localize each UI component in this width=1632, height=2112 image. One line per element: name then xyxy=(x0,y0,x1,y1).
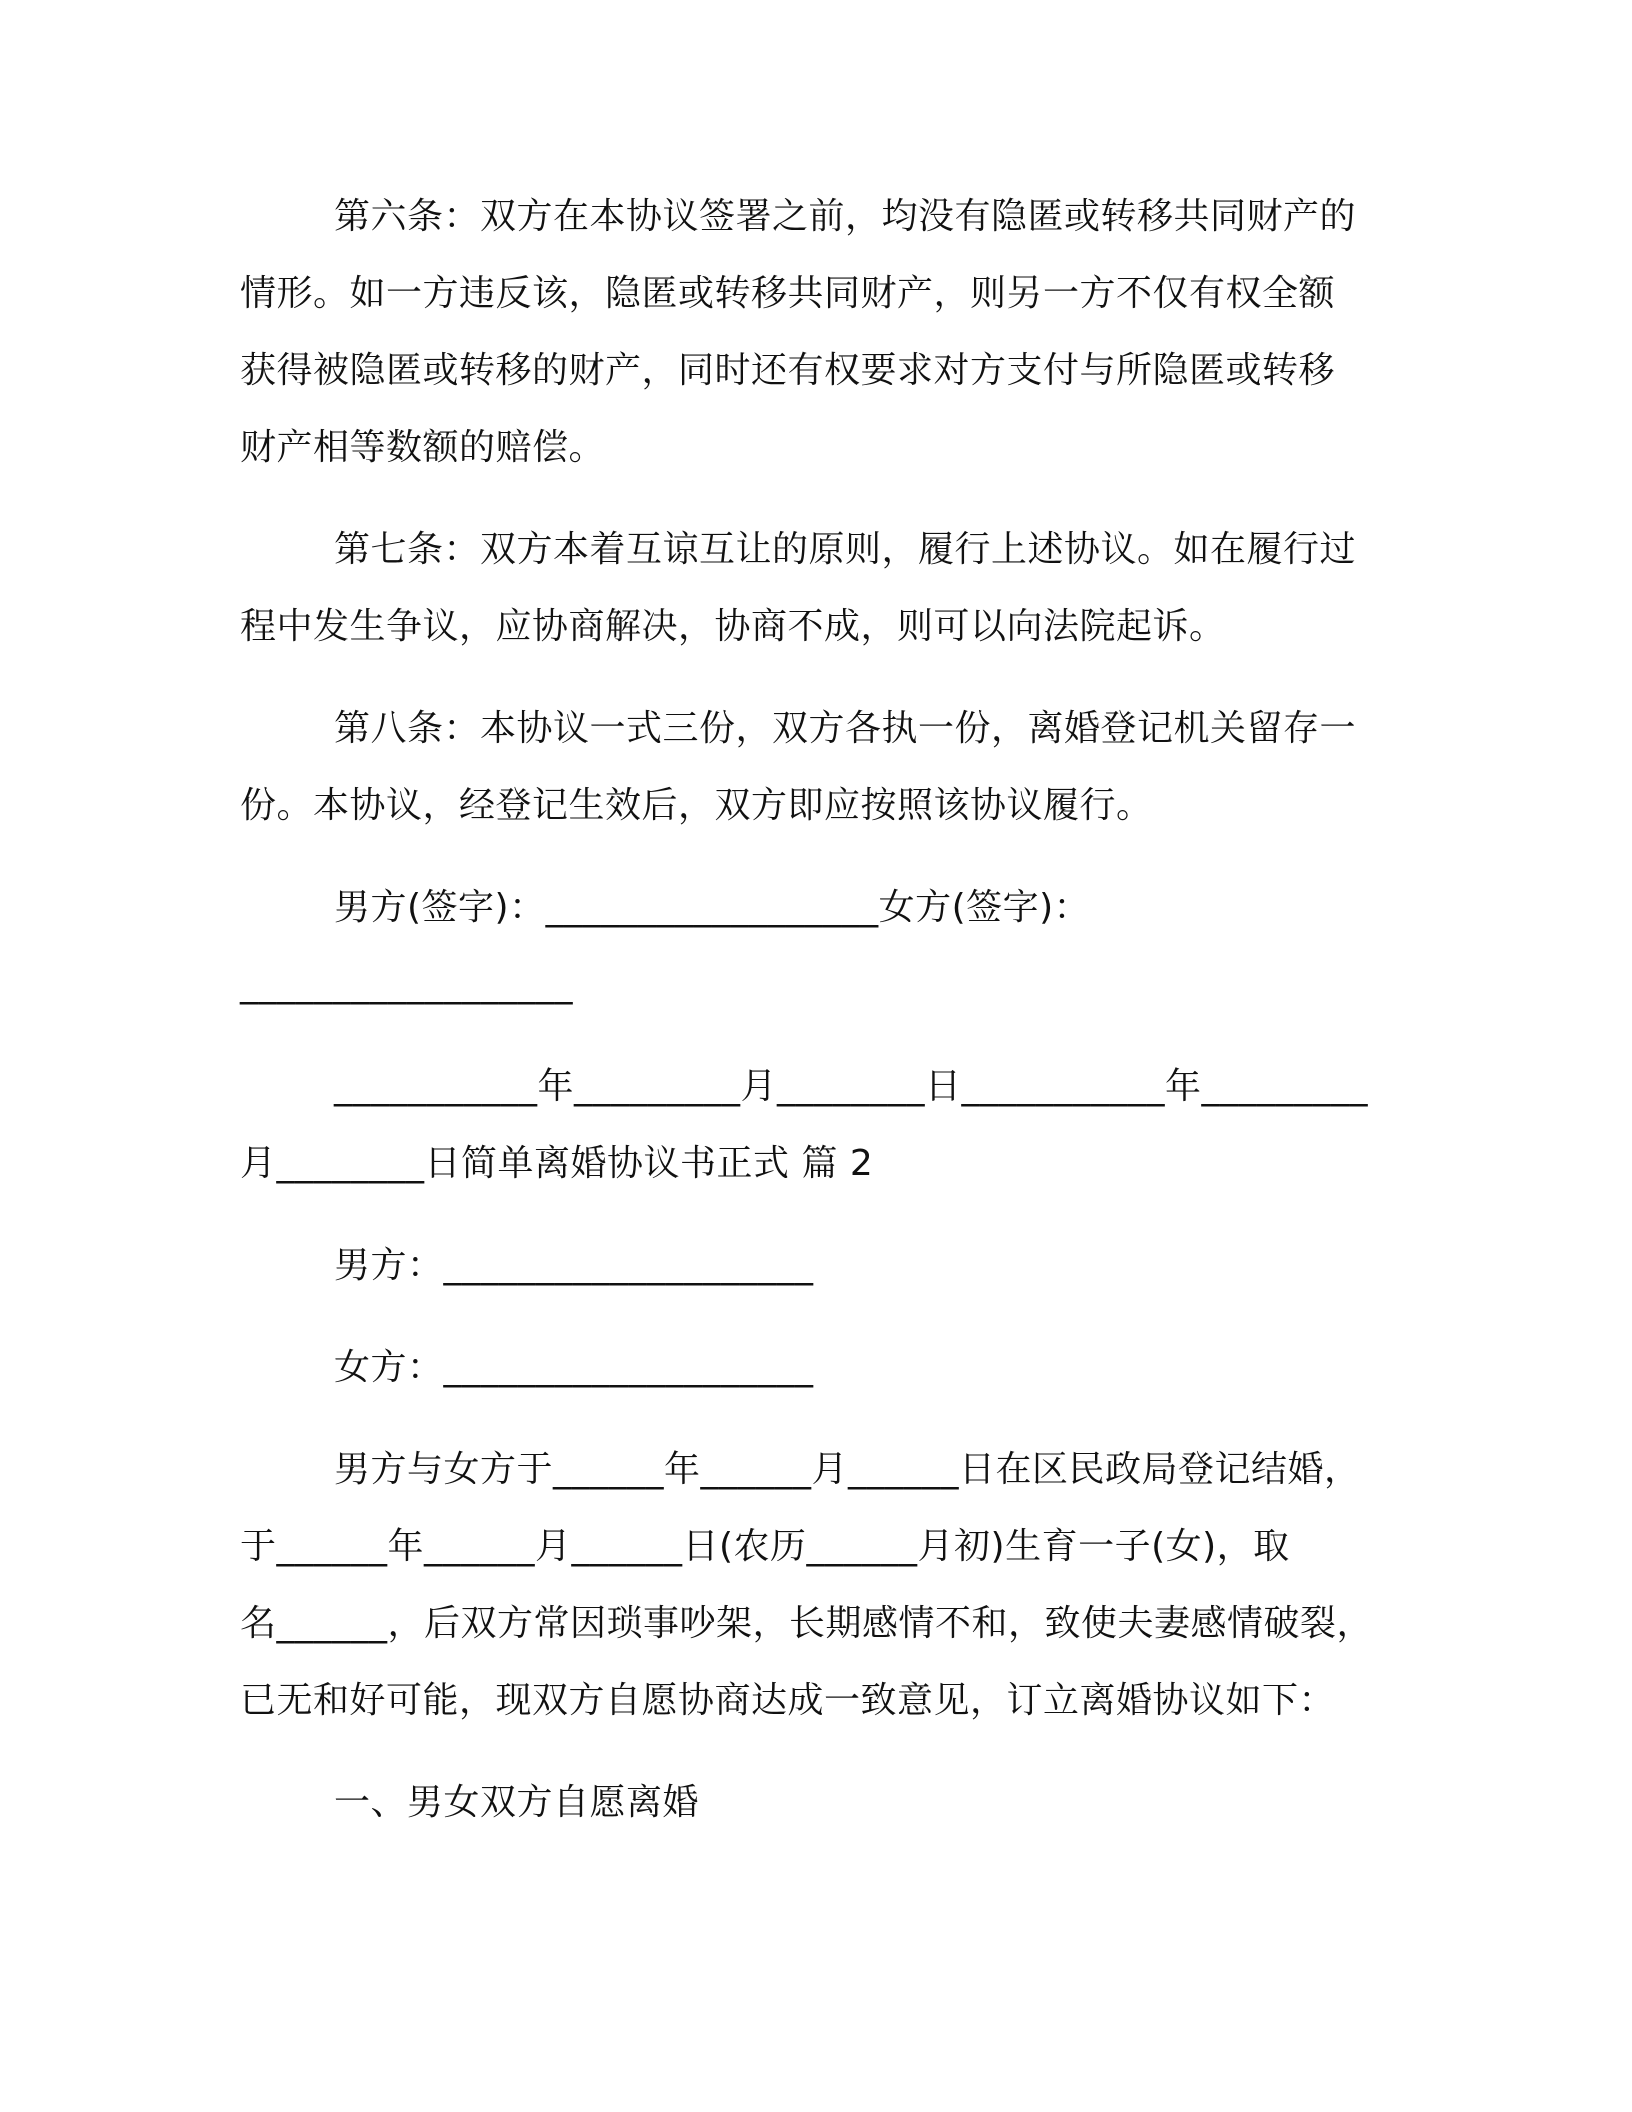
female-party-field: 女方：____________________ xyxy=(334,1347,814,1388)
signature-line: 男方(签字)：__________________女方(签字)： xyxy=(334,887,1091,928)
article-7-line-2: 程中发生争议，应协商解决，协商不成，则可以向法院起诉。 xyxy=(240,606,1226,647)
article-8-line-2: 份。本协议，经登记生效后，双方即应按照该协议履行。 xyxy=(240,785,1153,826)
article-6-line-1: 第六条：双方在本协议签署之前，均没有隐匿或转移共同财产的 xyxy=(334,196,1357,237)
preamble-line-3: 名______，后双方常因琐事吵架，长期感情不和，致使夫妻感情破裂， xyxy=(240,1603,1374,1644)
male-party-field: 男方：____________________ xyxy=(334,1245,814,1286)
signature-blank: __________________ xyxy=(240,964,573,1005)
article-6-line-4: 财产相等数额的赔偿。 xyxy=(240,427,606,468)
article-6-line-2: 情形。如一方违反该，隐匿或转移共同财产，则另一方不仅有权全额 xyxy=(240,273,1336,314)
preamble-line-2: 于______年______月______日(农历______月初)生育一子(女)，取 xyxy=(240,1526,1290,1567)
article-6-line-3: 获得被隐匿或转移的财产，同时还有权要求对方支付与所隐匿或转移 xyxy=(240,350,1336,391)
article-7-line-1: 第七条：双方本着互谅互让的原则，履行上述协议。如在履行过 xyxy=(334,529,1357,570)
date-line-2-with-section-title: 月________日简单离婚协议书正式 篇 2 xyxy=(240,1143,874,1184)
clause-1-heading: 一、男女双方自愿离婚 xyxy=(334,1782,700,1823)
article-8-line-1: 第八条：本协议一式三份，双方各执一份，离婚登记机关留存一 xyxy=(334,708,1357,749)
date-line-1: ___________年_________月________日___________年_________ xyxy=(334,1066,1368,1107)
preamble-line-1: 男方与女方于______年______月______日在区民政局登记结婚， xyxy=(334,1449,1361,1490)
preamble-line-4: 已无和好可能，现双方自愿协商达成一致意见，订立离婚协议如下： xyxy=(240,1680,1336,1721)
